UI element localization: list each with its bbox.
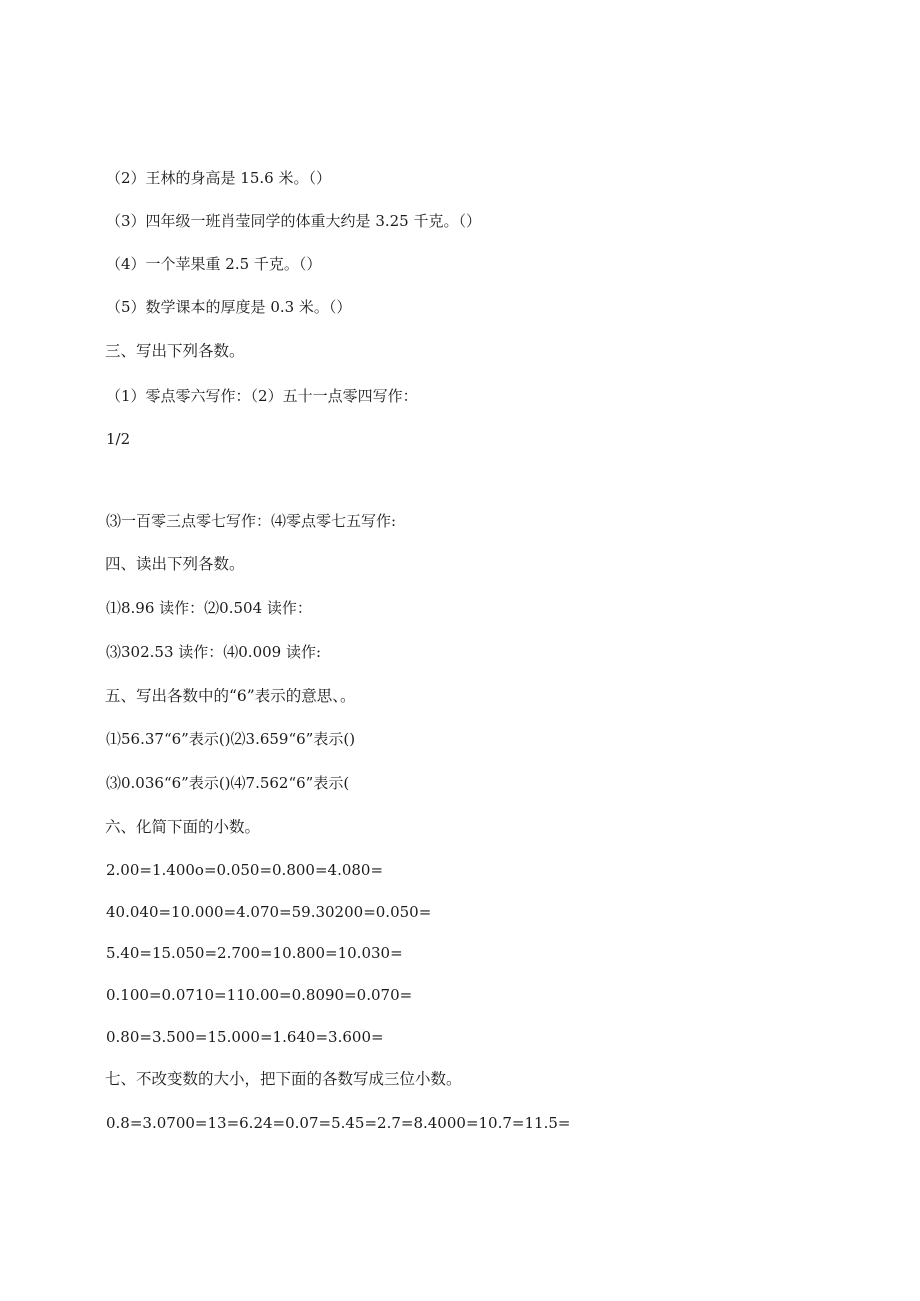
section-6-row-3: 5.40=15.050=2.700=10.800=10.030=	[106, 944, 403, 962]
question-2-height: （2）王林的身高是 15.6 米。（）	[106, 169, 331, 187]
section-4-items-3-4: ⑶302.53 读作：⑷0.009 读作:	[106, 643, 322, 661]
section-7-row-1: 0.8=3.0700=13=6.24=0.07=5.45=2.7=8.4000=10.7=11.5=	[106, 1114, 571, 1132]
section-3-items-3-4: ⑶一百零三点零七写作：⑷零点零七五写作:	[106, 512, 397, 530]
section-6-row-2: 40.040=10.000=4.070=59.30200=0.050=	[106, 903, 432, 921]
section-6-row-4: 0.100=0.0710=110.00=0.8090=0.070=	[106, 986, 413, 1004]
section-4-heading: 四、读出下列各数。	[105, 555, 245, 573]
section-6-heading: 六、化简下面的小数。	[105, 818, 261, 836]
section-3-items-1-2: （1）零点零六写作：（2）五十一点零四写作：	[106, 387, 418, 405]
section-5-heading: 五、写出各数中的“6”表示的意思、。	[105, 687, 356, 705]
section-6-row-5: 0.80=3.500=15.000=1.640=3.600=	[106, 1028, 384, 1046]
question-4-apple: （4）一个苹果重 2.5 千克。（）	[106, 255, 322, 273]
question-3-weight: （3）四年级一班肖莹同学的体重大约是 3.25 千克。（）	[106, 212, 481, 230]
section-5-items-3-4: ⑶0.036“6”表示()⑷7.562“6”表示(	[106, 774, 350, 792]
page-number: 1/2	[106, 430, 131, 448]
section-4-items-1-2: ⑴8.96 读作：⑵0.504 读作：	[106, 599, 312, 617]
section-3-heading: 三、写出下列各数。	[105, 342, 245, 360]
section-5-items-1-2: ⑴56.37“6”表示()⑵3.659“6”表示()	[106, 730, 356, 748]
section-6-row-1: 2.00=1.400o=0.050=0.800=4.080=	[106, 861, 384, 879]
question-5-textbook: （5）数学课本的厚度是 0.3 米。（）	[106, 298, 352, 316]
section-7-heading: 七、不改变数的大小，把下面的各数写成三位小数。	[105, 1070, 462, 1088]
